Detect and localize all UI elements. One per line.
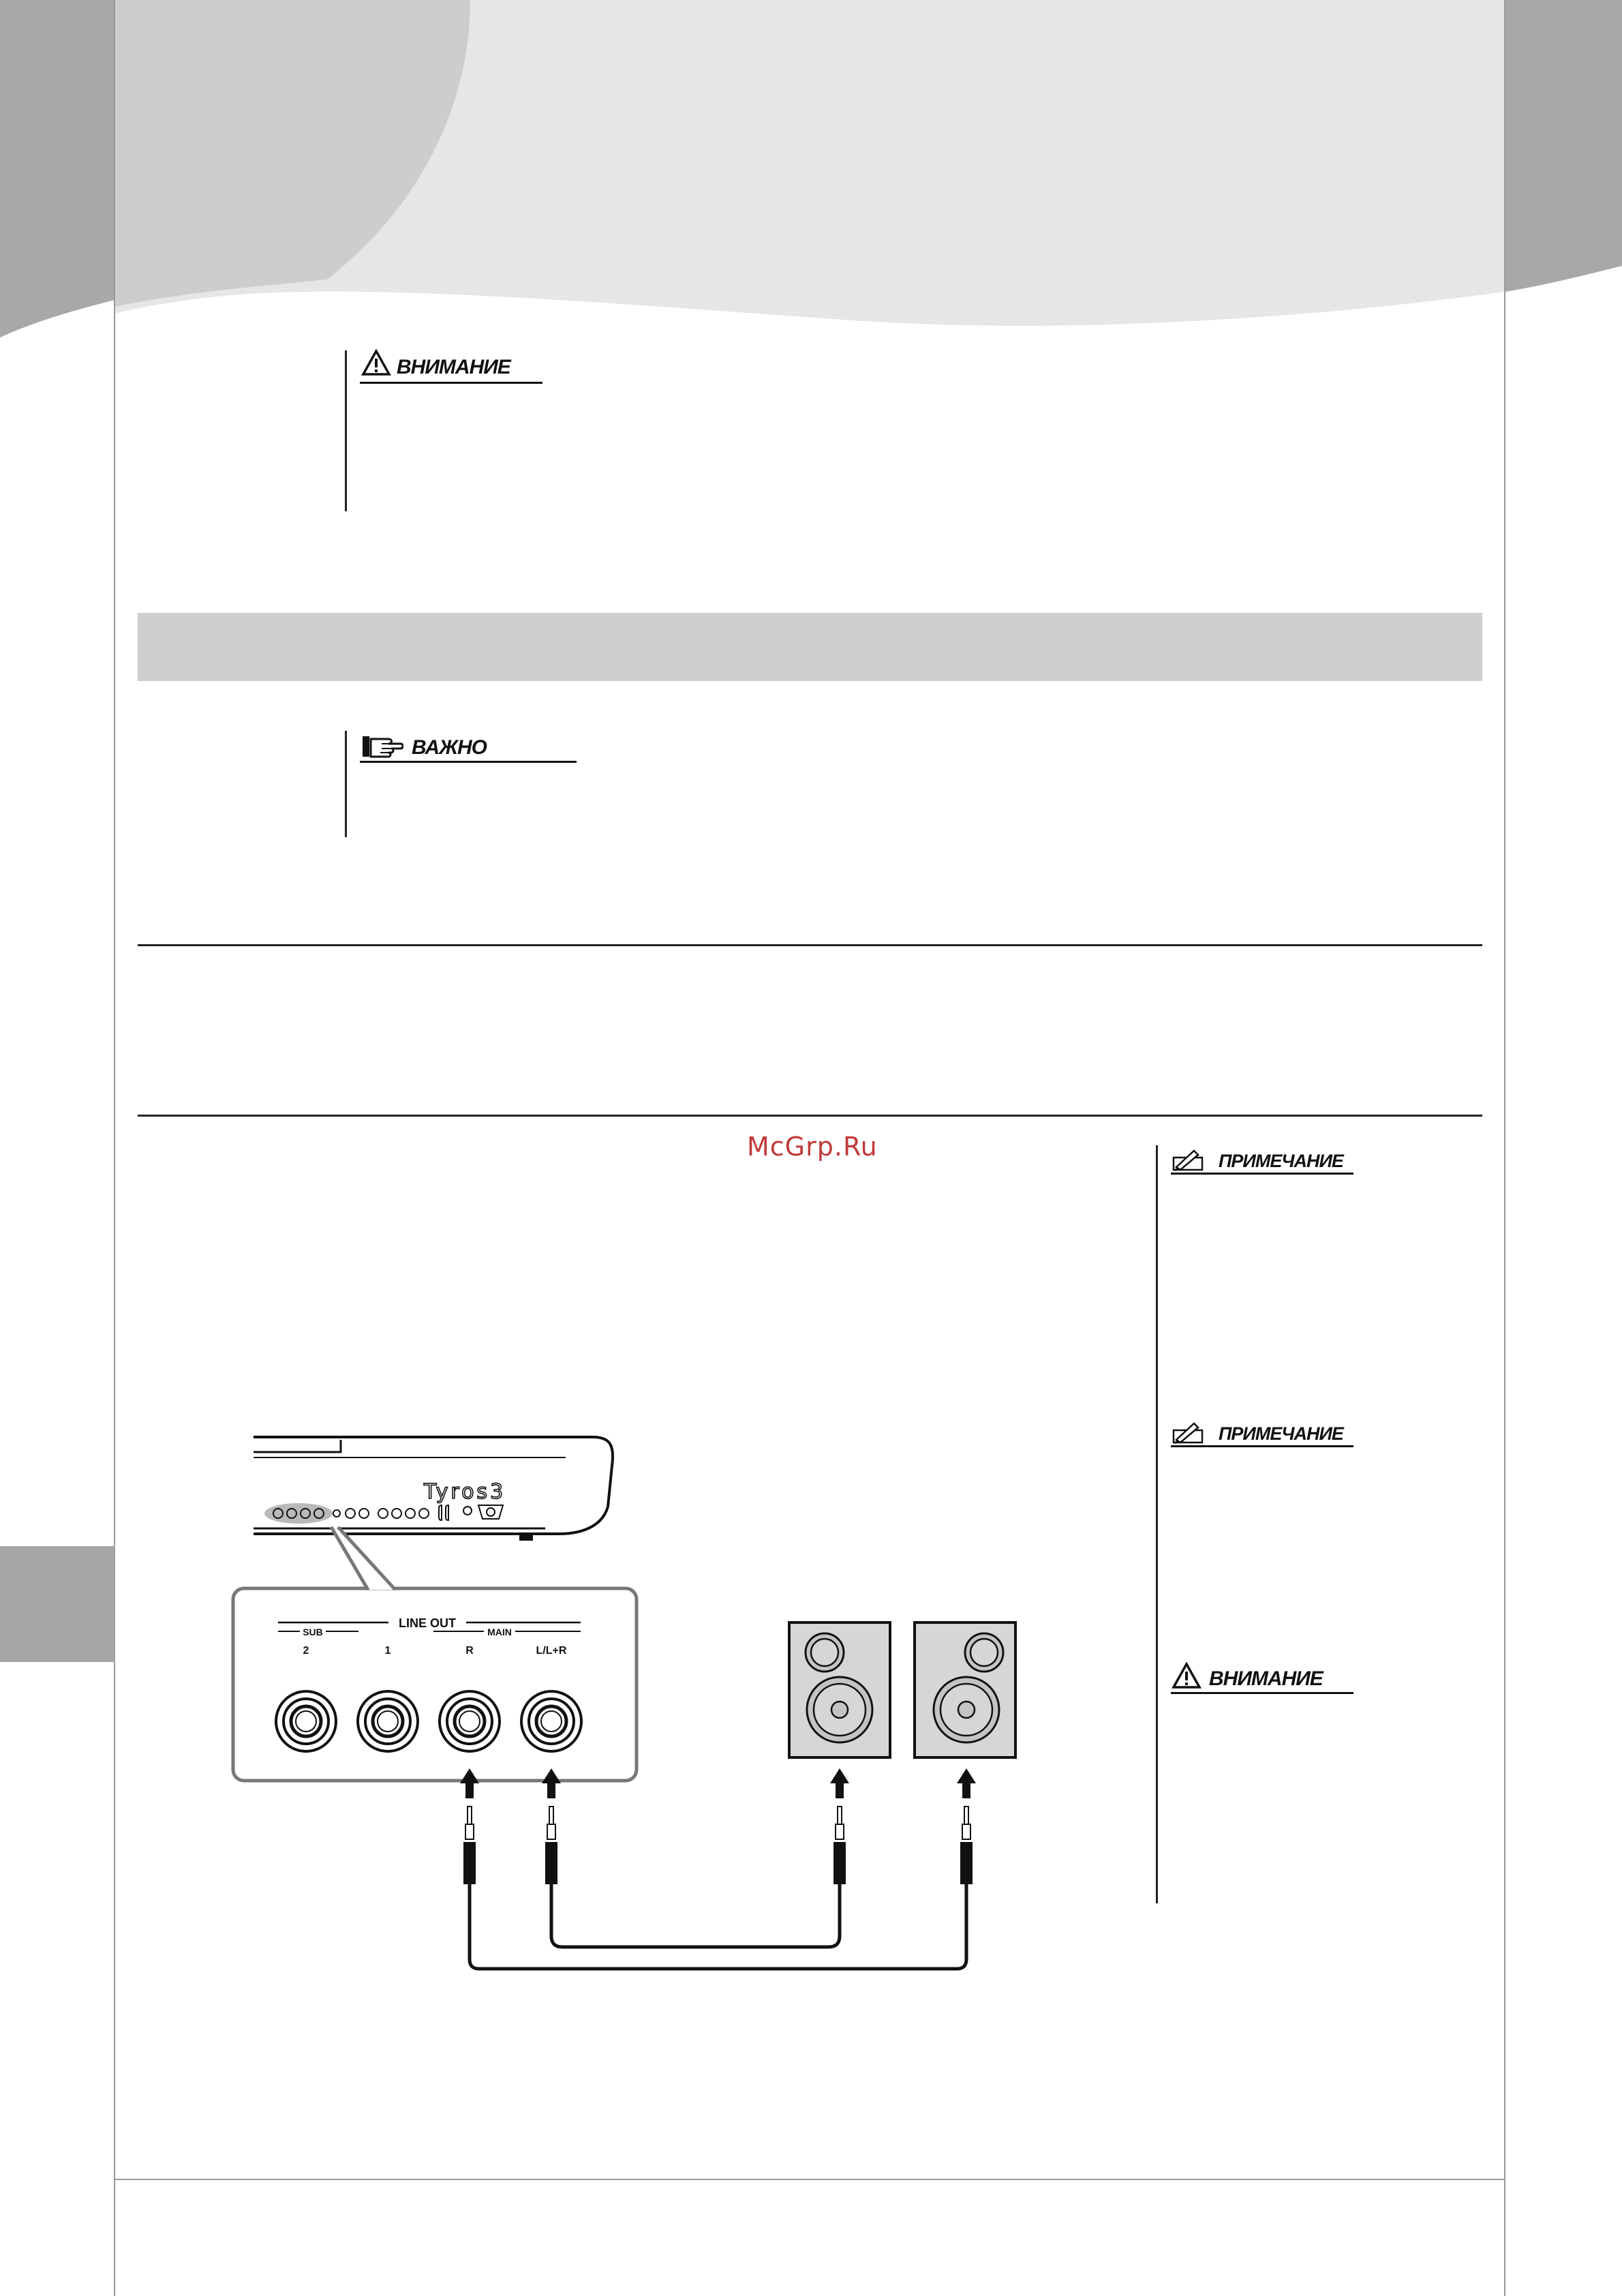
plugs bbox=[463, 1807, 973, 1884]
brand-logo: Tyros3 bbox=[424, 1480, 506, 1504]
page-header-background bbox=[0, 0, 1622, 354]
jack-2 bbox=[276, 1691, 336, 1751]
pencil-note-icon bbox=[1171, 1421, 1209, 1445]
note-1-label: ПРИМЕЧАНИЕ bbox=[1219, 1151, 1343, 1171]
jack-label-l: L/L+R bbox=[536, 1645, 567, 1657]
caution-side-label: ВНИМАНИЕ bbox=[1209, 1667, 1323, 1690]
caution-top-rule bbox=[345, 350, 347, 511]
jack-label-r: R bbox=[465, 1645, 474, 1657]
section-header-bar bbox=[138, 613, 1482, 681]
note-2-underline bbox=[1171, 1445, 1353, 1447]
important-underline bbox=[360, 761, 577, 763]
cable-left-channel bbox=[551, 1884, 840, 1947]
jack-label-2: 2 bbox=[303, 1645, 309, 1657]
section-rule-1 bbox=[138, 944, 1482, 946]
pointing-hand-icon bbox=[361, 732, 403, 761]
important-label: ВАЖНО bbox=[412, 736, 487, 759]
pencil-note-icon bbox=[1171, 1148, 1209, 1173]
left-margin-line bbox=[114, 0, 115, 2296]
speaker-right bbox=[915, 1622, 1015, 1757]
line-out-label: LINE OUT bbox=[399, 1616, 456, 1630]
note-1-underline bbox=[1171, 1173, 1353, 1175]
caution-top-underline bbox=[360, 382, 542, 384]
note-2-label: ПРИМЕЧАНИЕ bbox=[1219, 1423, 1343, 1444]
jack-1 bbox=[358, 1691, 418, 1751]
sidebar-rule bbox=[1156, 1145, 1158, 1903]
footer-line bbox=[114, 2179, 1505, 2180]
side-tab bbox=[0, 1546, 114, 1662]
warning-triangle-icon bbox=[361, 349, 391, 376]
warning-triangle-icon bbox=[1171, 1662, 1202, 1689]
cable-right-channel bbox=[470, 1884, 966, 1969]
speaker-left bbox=[789, 1622, 890, 1757]
right-margin-line bbox=[1504, 0, 1505, 2296]
section-rule-2 bbox=[138, 1115, 1482, 1117]
jack-r bbox=[440, 1691, 500, 1751]
caution-side-underline bbox=[1171, 1692, 1353, 1694]
watermark: McGrp.Ru bbox=[747, 1132, 878, 1162]
jack-label-1: 1 bbox=[384, 1645, 391, 1657]
connection-diagram bbox=[225, 1425, 1043, 1991]
main-group-label: MAIN bbox=[487, 1627, 512, 1637]
jack-l bbox=[521, 1691, 581, 1751]
caution-top-label: ВНИМАНИЕ bbox=[397, 356, 510, 378]
important-rule bbox=[345, 731, 347, 837]
sub-group-label: SUB bbox=[303, 1627, 323, 1637]
